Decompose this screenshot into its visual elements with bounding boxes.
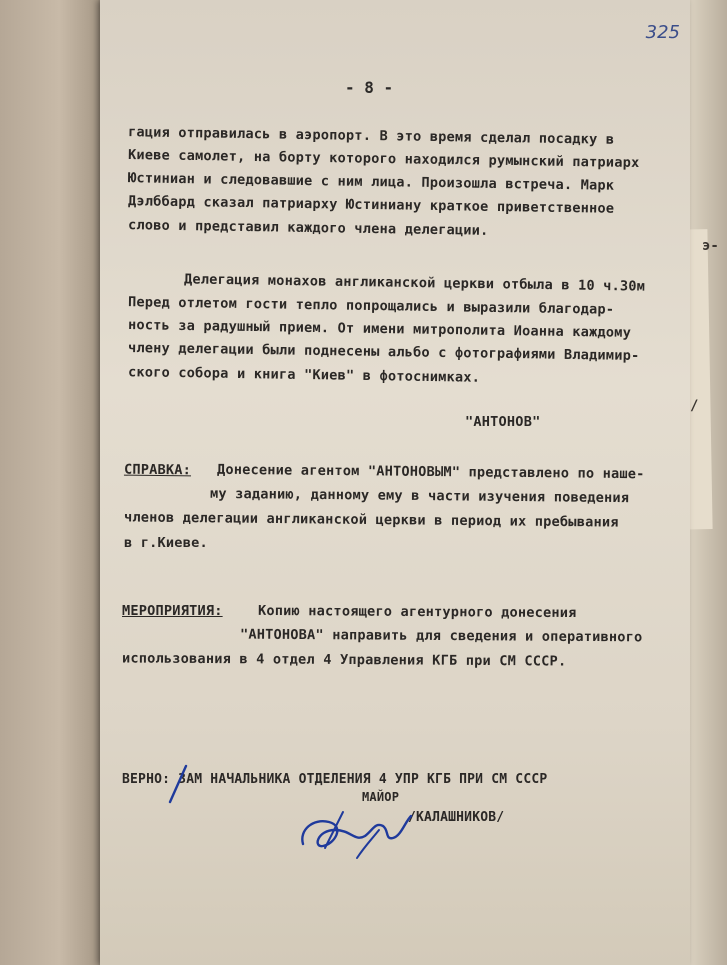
- verno-name: /КАЛАШНИКОВ/: [408, 810, 505, 825]
- left-page-edge: [0, 0, 108, 965]
- meropriyatiya-line: Копию настоящего агентурного донесения: [257, 602, 577, 622]
- verno-slash-mark: [166, 764, 190, 804]
- paragraph1-line: Дэлббард сказал патриарху Юстиниану краткое приветственное: [127, 193, 615, 217]
- meropriyatiya-label: МЕРОПРИЯТИЯ:: [122, 603, 223, 619]
- paragraph1-line: гация отправилась в аэропорт. В это время сделал посадку в: [127, 124, 615, 148]
- paragraph2-line: ского собора и книга "Киев" в фотоснимках.: [127, 364, 481, 386]
- spravka-line: в г.Киеве.: [124, 535, 208, 551]
- meropriyatiya-line: "АНТОНОВА" направить для сведения и оперативного: [239, 626, 643, 646]
- paragraph2-line: ность за радушный прием. От имени митрополита Иоанна каждому: [127, 317, 632, 341]
- verno-rank: МАЙОР: [362, 790, 400, 804]
- paragraph2-line: Делегация монахов англиканской церкви отбыла в 10 ч.30м: [183, 271, 646, 295]
- paragraph1-line: слово и представил каждого члена делегации.: [127, 217, 489, 239]
- paragraph2-line: Перед отлетом гости тепло попрощались и выразили благодар-: [127, 294, 615, 318]
- spravka-line: Донесение агентом "АНТОНОВЫМ" представлено по наше-: [216, 461, 645, 483]
- spravka-line: му заданию, данному ему в части изучения поведения: [209, 485, 630, 507]
- agent-signature: "АНТОНОВ": [465, 414, 541, 430]
- spravka-label: СПРАВКА:: [123, 461, 192, 479]
- margin-mark: /: [690, 398, 699, 414]
- margin-mark: э-: [702, 238, 719, 254]
- paragraph2-line: члену делегации были поднесены альбо с фотографиями Владимир-: [127, 339, 640, 365]
- verno-line: ВЕРНО: ЗАМ НАЧАЛЬНИКА ОТДЕЛЕНИЯ 4 УПР КГБ ПРИ СМ СССР: [122, 772, 548, 787]
- spravka-line: членов делегации англиканской церкви в период их пребывания: [123, 509, 619, 531]
- handwritten-signature: [295, 800, 425, 870]
- archive-number: 325: [645, 22, 680, 43]
- document-page: [100, 0, 690, 965]
- paragraph1-line: Юстиниан и следовавшие с ним лица. Произошла встреча. Марк: [127, 170, 615, 194]
- page-number: - 8 -: [345, 78, 394, 97]
- meropriyatiya-line: использования в 4 отдел 4 Управления КГБ при СМ СССР.: [121, 650, 567, 670]
- paragraph1-line: Киеве самолет, на борту которого находился румынский патриарх: [127, 146, 640, 172]
